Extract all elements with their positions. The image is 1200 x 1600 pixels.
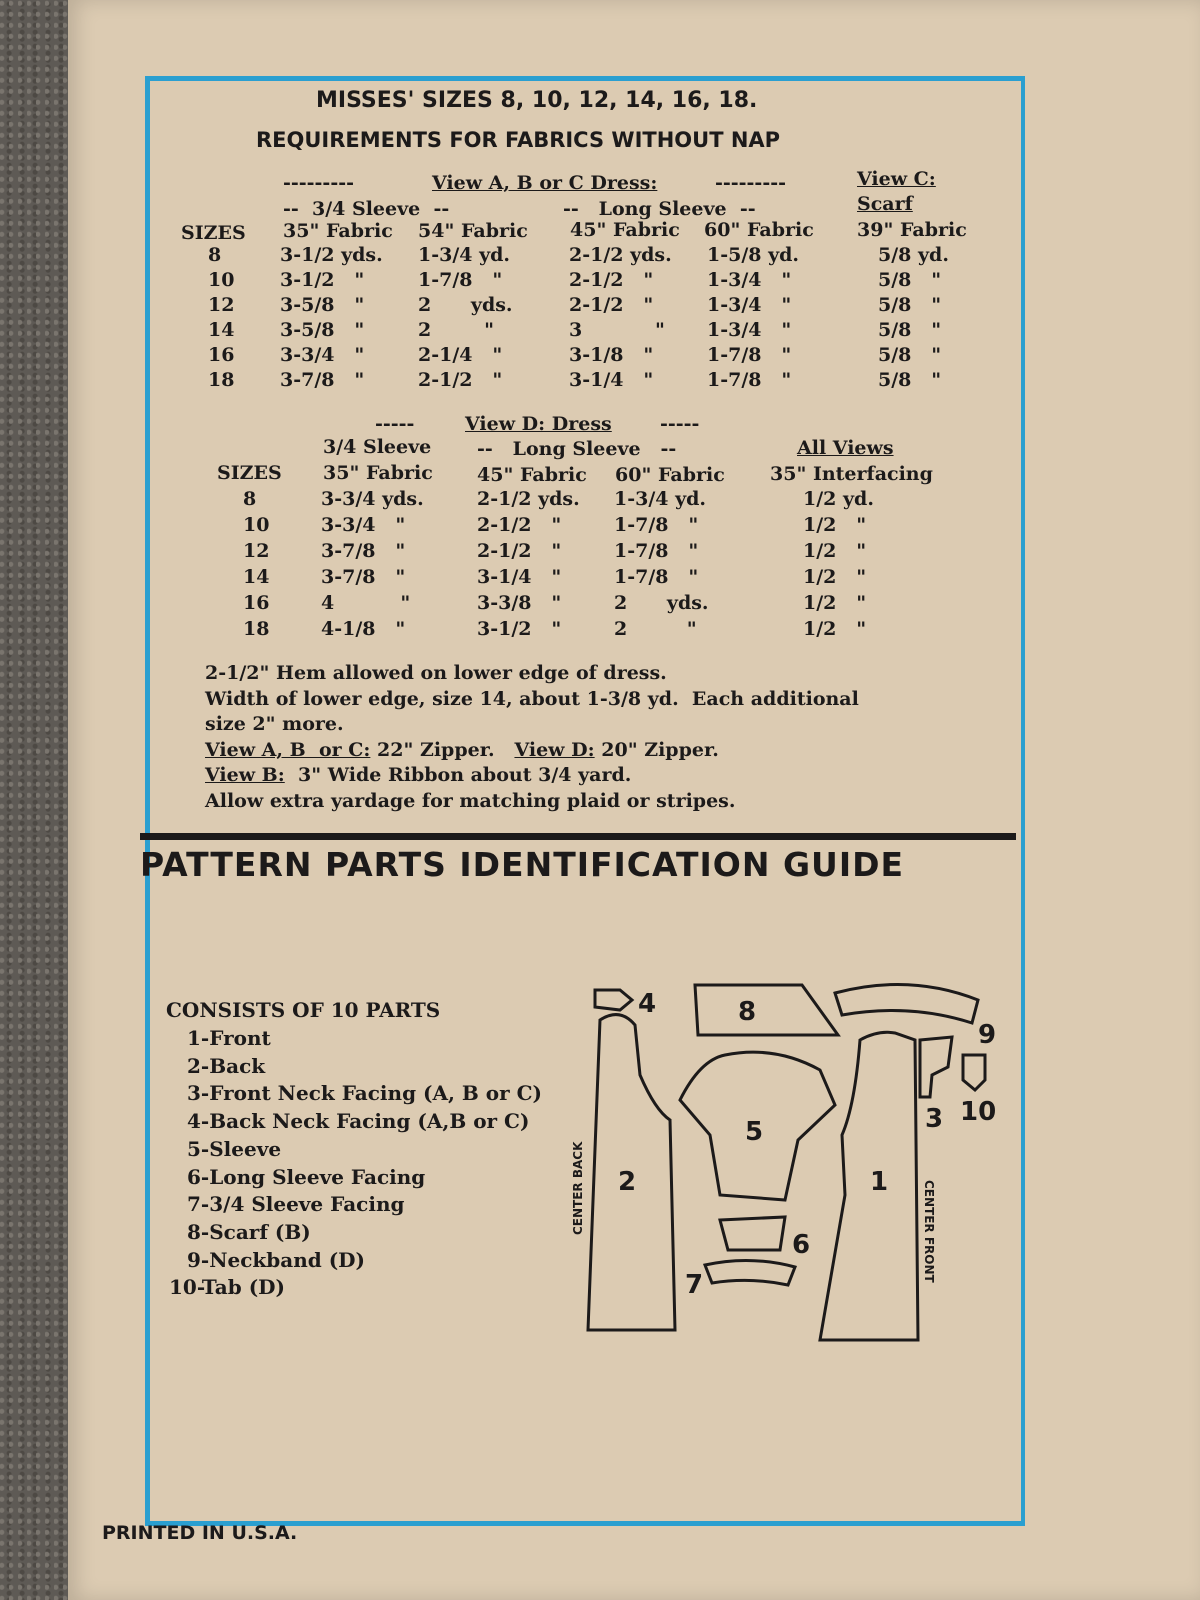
scarf-label: Scarf	[857, 193, 913, 215]
yardage-cell: 3-1/2 "	[280, 269, 365, 291]
yardage-cell: 5/8 yd.	[878, 244, 949, 266]
group-label-d: View D: Dress	[465, 413, 612, 435]
piece-7-sleeve-facing	[705, 1260, 795, 1285]
col-header-35: 35" Fabric	[323, 462, 433, 484]
yardage-cell: 2-1/2 "	[569, 294, 654, 316]
group-dashes-right: ---------	[715, 172, 786, 194]
yardage-cell: 3-7/8 "	[321, 540, 406, 562]
yardage-cell: 4-1/8 "	[321, 618, 406, 640]
yardage-cell: 1-7/8 "	[614, 566, 699, 588]
col-header-35: 35" Fabric	[283, 220, 393, 242]
piece-9-neckband	[835, 984, 978, 1023]
piece-5-label: 5	[745, 1117, 764, 1147]
zipper-d-value: 20" Zipper.	[594, 739, 719, 761]
piece-6-label: 6	[792, 1230, 811, 1260]
yardage-cell: 1-7/8 "	[707, 344, 792, 366]
yardage-cell: 3-1/8 "	[569, 344, 654, 366]
col-header-45: 45" Fabric	[570, 219, 680, 241]
col-header-60: 60" Fabric	[615, 464, 725, 486]
ribbon-label: View B:	[205, 764, 285, 786]
sizes-title: MISSES' SIZES 8, 10, 12, 14, 16, 18.	[316, 88, 758, 113]
yardage-cell: 3-5/8 "	[280, 319, 365, 341]
yardage-cell: 3-1/4 "	[569, 369, 654, 391]
group-dashes-left: ---------	[283, 172, 354, 194]
yardage-cell: 2-1/2 "	[418, 369, 503, 391]
guide-title: PATTERN PARTS IDENTIFICATION GUIDE	[140, 845, 905, 884]
yardage-cell: 1-7/8 "	[614, 514, 699, 536]
width-note: Width of lower edge, size 14, about 1-3/8 yd. Each additional	[205, 688, 859, 710]
piece-7-label: 7	[685, 1270, 704, 1300]
yardage-cell: 1-3/4 yd.	[614, 488, 707, 510]
yardage-cell: 1-3/4 "	[707, 269, 792, 291]
yardage-cell: 5/8 "	[878, 369, 942, 391]
sleeve-long-label: -- Long Sleeve --	[563, 198, 756, 220]
yardage-cell: 2 yds.	[418, 294, 513, 316]
piece-1-front	[820, 1032, 918, 1340]
size-cell: 18	[208, 369, 235, 391]
yardage-cell: 1-3/4 "	[707, 319, 792, 341]
sleeve-long-label: -- Long Sleeve --	[477, 438, 677, 460]
all-views-label: All Views	[797, 437, 894, 459]
size-cell: 16	[208, 344, 235, 366]
piece-3-label: 3	[925, 1104, 944, 1134]
yardage-cell: 2 yds.	[614, 592, 709, 614]
size-cell: 12	[208, 294, 235, 316]
piece-2-label: 2	[618, 1167, 637, 1197]
yardage-cell: 2 "	[418, 319, 495, 341]
size-cell: 8	[243, 488, 257, 510]
part-list-item: 8-Scarf (B)	[187, 1219, 311, 1244]
yardage-cell: 2-1/4 "	[418, 344, 503, 366]
piece-8-scarf	[695, 985, 838, 1035]
col-header-interfacing: 35" Interfacing	[770, 463, 933, 485]
yardage-cell: 4 "	[321, 592, 411, 614]
yardage-cell: 1/2 "	[803, 540, 867, 562]
piece-6-long-sleeve-facing	[720, 1217, 785, 1250]
yardage-cell: 5/8 "	[878, 344, 942, 366]
zipper-abc-value: 22" Zipper.	[370, 739, 495, 761]
yardage-cell: 3-3/4 yds.	[321, 488, 424, 510]
size-cell: 8	[208, 244, 222, 266]
width-note-cont: size 2" more.	[205, 713, 344, 735]
yardage-cell: 3-3/8 "	[477, 592, 562, 614]
yardage-cell: 1-7/8 "	[418, 269, 503, 291]
zipper-abc-label: View A, B or C:	[205, 739, 371, 761]
view-c-label: View C:	[857, 168, 936, 190]
size-cell: 12	[243, 540, 270, 562]
hem-note: 2-1/2" Hem allowed on lower edge of dress.	[205, 662, 667, 684]
piece-1-label: 1	[870, 1167, 889, 1197]
piece-3-front-neck-facing	[920, 1037, 952, 1097]
piece-4-back-neck-facing	[595, 990, 632, 1010]
zipper-d-label: View D:	[514, 739, 595, 761]
size-cell: 14	[208, 319, 235, 341]
size-cell: 14	[243, 566, 270, 588]
sizes-header: SIZES	[217, 462, 282, 484]
part-list-item: 7-3/4 Sleeve Facing	[187, 1192, 405, 1217]
yardage-cell: 2-1/2 yds.	[569, 244, 672, 266]
zipper-note	[205, 739, 719, 761]
sleeve-34-label: -- 3/4 Sleeve --	[283, 198, 450, 220]
piece-8-label: 8	[738, 997, 757, 1027]
yardage-cell: 1-7/8 "	[707, 369, 792, 391]
yardage-cell: 1-7/8 "	[614, 540, 699, 562]
part-list-item: 2-Back	[187, 1053, 266, 1078]
requirements-title: REQUIREMENTS FOR FABRICS WITHOUT NAP	[256, 128, 781, 152]
col-header-54: 54" Fabric	[418, 220, 528, 242]
yardage-cell: 3-7/8 "	[321, 566, 406, 588]
yardage-cell: 3-1/4 "	[477, 566, 562, 588]
part-list-item: 1-Front	[187, 1026, 271, 1050]
part-list-item: 5-Sleeve	[187, 1136, 282, 1161]
plaid-note: Allow extra yardage for matching plaid or stripes.	[205, 790, 736, 812]
yardage-cell: 1/2 "	[803, 566, 867, 588]
center-back-label: CENTER BACK	[571, 1141, 585, 1235]
yardage-cell: 2-1/2 "	[569, 269, 654, 291]
yardage-cell: 1-3/4 "	[707, 294, 792, 316]
printed-in-usa: PRINTED IN U.S.A.	[102, 1522, 298, 1544]
part-list-item: 4-Back Neck Facing (A,B or C)	[187, 1109, 530, 1134]
yardage-cell: 1-3/4 yd.	[418, 244, 511, 266]
yardage-cell: 5/8 "	[878, 319, 942, 341]
group-dashes-left: -----	[375, 413, 415, 435]
yardage-cell: 2 "	[614, 618, 697, 640]
yardage-cell: 3-3/4 "	[321, 514, 406, 536]
ribbon-note	[205, 764, 631, 786]
yardage-cell: 2-1/2 yds.	[477, 488, 580, 510]
yardage-cell: 3-3/4 "	[280, 344, 365, 366]
piece-4-label: 4	[638, 989, 657, 1019]
sizes-header: SIZES	[181, 222, 246, 244]
part-list-item: 10-Tab (D)	[169, 1275, 285, 1300]
part-list-item: 3-Front Neck Facing (A, B or C)	[187, 1081, 543, 1106]
size-cell: 10	[208, 269, 235, 291]
col-header-39: 39" Fabric	[857, 219, 967, 241]
yardage-cell: 3-1/2 yds.	[280, 244, 383, 266]
yardage-cell: 5/8 "	[878, 269, 942, 291]
yardage-cell: 3-1/2 "	[477, 618, 562, 640]
yardage-cell: 5/8 "	[878, 294, 942, 316]
parts-count: CONSISTS OF 10 PARTS	[166, 998, 441, 1022]
piece-10-tab	[963, 1055, 985, 1090]
yardage-cell: 1/2 "	[803, 514, 867, 536]
group-dashes-right: -----	[660, 413, 700, 435]
sleeve-34-label: 3/4 Sleeve	[323, 436, 432, 458]
section-divider	[140, 833, 1016, 840]
size-cell: 18	[243, 618, 270, 640]
piece-9-label: 9	[978, 1020, 997, 1050]
yardage-cell: 1-5/8 yd.	[707, 244, 800, 266]
yardage-cell: 1/2 "	[803, 592, 867, 614]
yardage-cell: 3 "	[569, 319, 665, 341]
size-cell: 10	[243, 514, 270, 536]
yardage-cell: 2-1/2 "	[477, 514, 562, 536]
yardage-cell: 3-7/8 "	[280, 369, 365, 391]
part-list-item: 9-Neckband (D)	[187, 1247, 365, 1272]
ribbon-value: 3" Wide Ribbon about 3/4 yard.	[284, 764, 632, 786]
pattern-parts-diagram	[571, 985, 1020, 1355]
col-header-45: 45" Fabric	[477, 464, 587, 486]
yardage-cell: 3-5/8 "	[280, 294, 365, 316]
piece-10-label: 10	[960, 1097, 997, 1127]
col-header-60: 60" Fabric	[704, 219, 814, 241]
group-label-abc: View A, B or C Dress:	[432, 172, 658, 194]
yardage-cell: 1/2 "	[803, 618, 867, 640]
part-list-item: 6-Long Sleeve Facing	[187, 1164, 426, 1189]
center-front-label: CENTER FRONT	[922, 1180, 936, 1283]
size-cell: 16	[243, 592, 270, 614]
yardage-cell: 2-1/2 "	[477, 540, 562, 562]
yardage-cell: 1/2 yd.	[803, 488, 874, 510]
